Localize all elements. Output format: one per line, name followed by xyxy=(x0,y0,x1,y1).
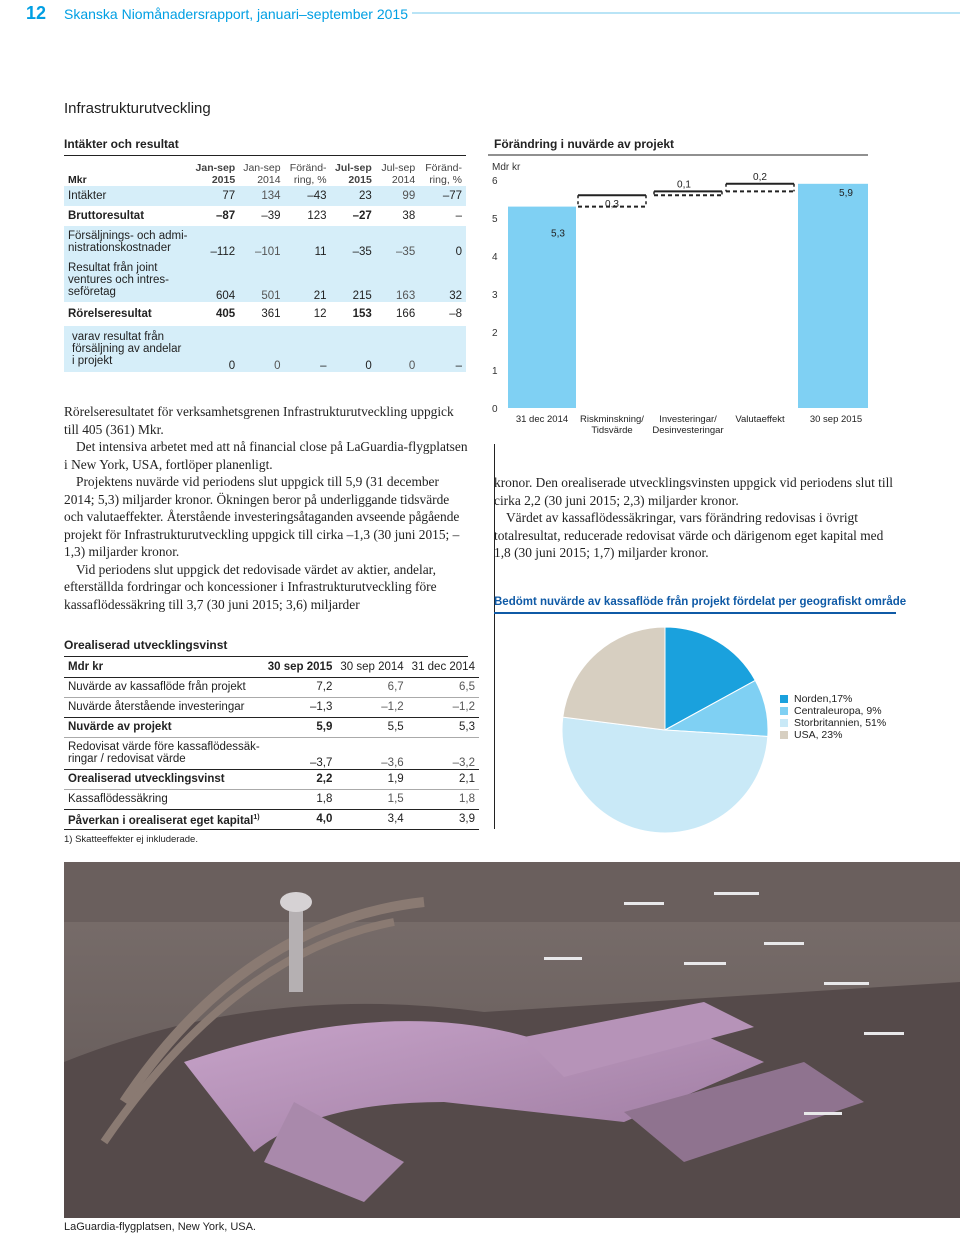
body-text-right xyxy=(494,474,898,562)
paragraph: Värdet av kassaflödessäkringar, vars förändring redovisas i övrigt totalresultat, reducerade redovisat värde och därigenom eget kapital med 1,8 (30 juni 2015; 1,7) miljarder kronor. xyxy=(494,510,884,560)
legend-item-usa: USA, 23% xyxy=(780,729,886,741)
y-tick-label: 5 xyxy=(492,214,498,225)
airport-illustration xyxy=(64,862,960,1218)
value-label: 0,2 xyxy=(753,171,767,183)
paragraph: Det intensiva arbetet med att nå financial close på LaGuardia-flygplatsen i New York, USA, fortlöper planenligt. xyxy=(64,439,468,472)
y-tick-label: 0 xyxy=(492,404,498,415)
table-row: Bruttoresultat –87 –39 123 –27 38 – xyxy=(68,210,462,222)
table-row: Påverkan i orealiserat eget kapital$^{1)}$ 4,0 3,4 3,9 xyxy=(64,809,479,829)
legend-item-centraleuropa: Centraleuropa, 9% xyxy=(780,705,886,717)
geo-pie-chart xyxy=(560,625,770,835)
section-title: Infrastrukturutveckling xyxy=(64,100,211,117)
paragraph: kronor. Den orealiserade utvecklingsvinsten uppgick vid periodens slut till cirka 2,2 (30 juni 2015; 2,3) miljarder kronor. xyxy=(494,475,894,508)
value-label: 0,3 xyxy=(605,199,619,211)
unrealized-table-block xyxy=(64,638,475,845)
col-header: Föränd- ring, % xyxy=(289,162,327,186)
pie-slice-usa xyxy=(563,627,665,730)
y-axis-unit: Mdr kr xyxy=(492,162,521,173)
y-tick-label: 6 xyxy=(492,176,498,187)
paragraph: Projektens nuvärde vid periodens slut uppgick till 5,9 (31 december 2014; 5,3) miljarder kronor. Ökningen beror på underliggande tidsvärde och valutaeffekter. Återstående investeringsåtaganden avseende pågående projekt för Infrastrukturutveckling uppgick till cirka –1,3 (30 juni 2015; –1,3) miljarder kronor. xyxy=(64,474,460,559)
header-rule xyxy=(412,12,960,14)
photo-caption: LaGuardia-flygplatsen, New York, USA. xyxy=(64,1221,256,1233)
table-header-row: Mdr kr 30 sep 2015 30 sep 2014 31 dec 2014 xyxy=(64,657,479,677)
table-row: Redovisat värde före kassaflödessäk- ringar / redovisat värde –3,7 –3,6 –3,2 xyxy=(64,737,479,769)
x-tick-label: Investeringar/ xyxy=(659,414,717,425)
table-row: Kassaflödessäkring 1,8 1,5 1,8 xyxy=(64,789,479,809)
waterfall-title: Förändring i nuvärde av projekt xyxy=(494,137,675,151)
airport-photo xyxy=(64,862,960,1218)
value-label: 5,3 xyxy=(551,228,565,240)
body-text-left xyxy=(64,403,468,613)
page-number: 12 xyxy=(26,3,47,23)
table-row: Orealiserad utvecklingsvinst 2,2 1,9 2,1 xyxy=(64,769,479,789)
table-header-row xyxy=(64,156,466,186)
legend-item-storbritannien: Storbritannien, 51% xyxy=(780,717,886,729)
x-tick-label: Riskminskning/ xyxy=(580,414,644,425)
x-tick-label: Valutaeffekt xyxy=(735,414,785,425)
geo-title-rule xyxy=(494,612,896,614)
col-header: Jul-sep 2015 xyxy=(335,162,372,186)
report-title: Skanska Niomånadersrapport, januari–september 2015 xyxy=(64,6,408,22)
value-label: 0,1 xyxy=(677,179,691,191)
legend-item-norden: Norden,17% xyxy=(780,693,886,705)
x-tick-label: Tidsvärde xyxy=(591,425,633,436)
col-header: Jan-sep 2014 xyxy=(243,162,281,186)
table-row: Nuvärde av kassaflöde från projekt 7,2 6,7 6,5 xyxy=(64,677,479,697)
col-header: Jan-sep 2015 xyxy=(195,162,236,186)
pie-slice-storbritannien xyxy=(562,717,768,833)
x-tick-label: Desinvesteringar xyxy=(652,425,724,436)
table-row: Rörelseresultat 405 361 12 153 166 –8 xyxy=(68,308,462,320)
table-row: Nuvärde återstående investeringar –1,3 –1,2 –1,2 xyxy=(64,697,479,717)
table-row: Försäljnings- och admi- nistrationskostnader –112 –101 11 –35 –35 0 xyxy=(64,226,466,258)
y-tick-label: 2 xyxy=(492,328,498,339)
bar-30-sep-2015 xyxy=(798,184,868,408)
unrealized-table-title: Orealiserad utvecklingsvinst xyxy=(64,638,228,652)
table-row: varav resultat från försäljning av andelar i projekt 0 0 – 0 0 – xyxy=(64,326,466,372)
col-header: Jul-sep 2014 xyxy=(381,162,416,186)
value-label: 5,9 xyxy=(839,187,853,199)
table-footnote: 1) Skatteeffekter ej inkluderade. xyxy=(64,833,198,845)
y-tick-label: 4 xyxy=(492,252,498,263)
col-header: Föränd- ring, % xyxy=(425,162,462,186)
paragraph: Rörelseresultatet för verksamhetsgrenen Infrastrukturutveckling uppgick till 405 (361) Mkr. xyxy=(64,404,454,437)
x-tick-label: 30 sep 2015 xyxy=(809,414,863,425)
waterfall-chart xyxy=(488,154,868,444)
y-tick-label: 3 xyxy=(492,290,498,301)
col-header-mkr: Mkr xyxy=(68,174,87,186)
table-row: Nuvärde av projekt 5,9 5,5 5,3 xyxy=(64,717,479,737)
income-table xyxy=(64,156,466,372)
bar-31-dec-2014 xyxy=(508,207,576,408)
geo-pie-title: Bedömt nuvärde av kassaflöde från projekt fördelat per geografiskt område xyxy=(494,596,907,608)
income-table-block xyxy=(64,137,466,372)
table-row: Resultat från joint ventures och intres- seföretag 604 501 21 215 163 32 xyxy=(64,258,466,302)
paragraph: Vid periodens slut uppgick det redovisade värdet av aktier, andelar, efterställda fordringar och koncessioner i Infrastrukturutveckling före kassaflödessäkring till 3,7 (30 juni 2015; 3,6) miljarder xyxy=(64,561,437,612)
income-table-title: Intäkter och resultat xyxy=(64,137,179,151)
pie-legend xyxy=(780,693,886,741)
table-row: Intäkter 77 134 –43 23 99 –77 xyxy=(64,186,466,206)
y-tick-label: 1 xyxy=(492,366,498,377)
unrealized-table xyxy=(64,657,479,830)
x-tick-label: 31 dec 2014 xyxy=(515,414,569,425)
